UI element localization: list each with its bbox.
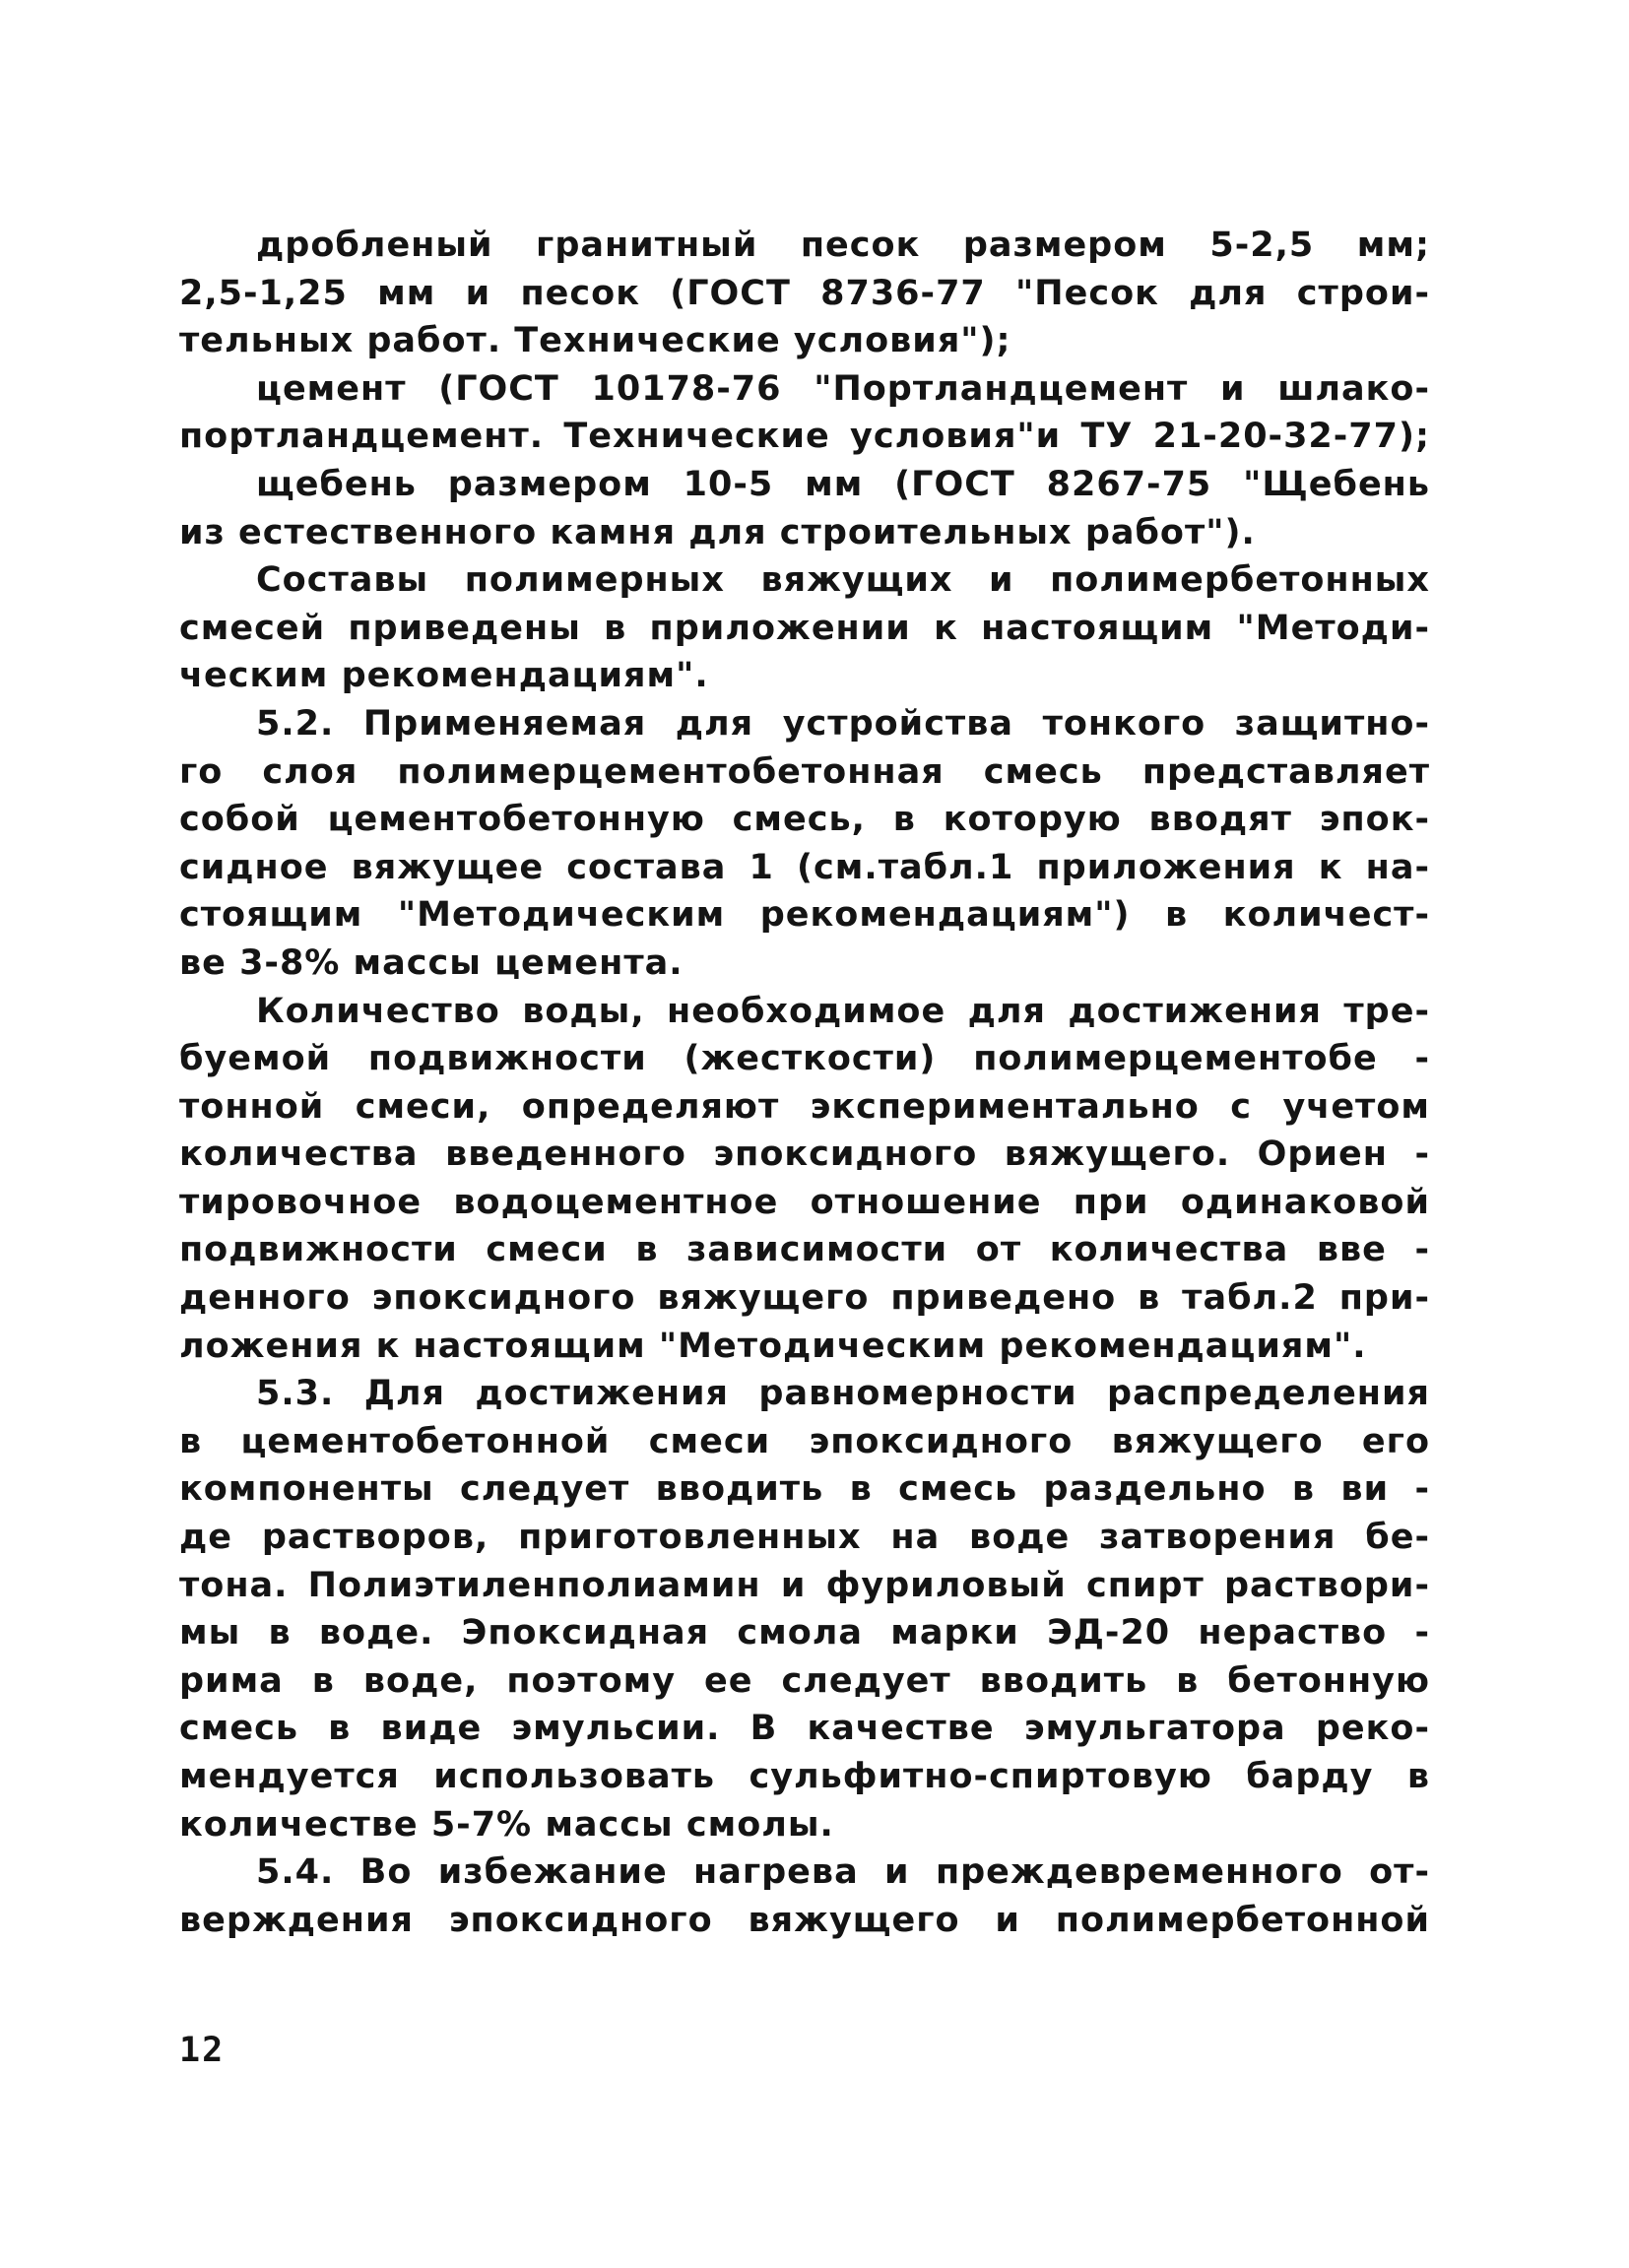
text-line: щебень размером 10-5 мм (ГОСТ 8267-75 "Щебень [256,464,1430,504]
text-line: количестве 5-7% массы смолы. [179,1804,834,1845]
text-line: тонной смеси, определяют экспериментально с учетом [179,1086,1430,1127]
text-line: стоящим "Методическим рекомендациям") в количест- [179,895,1430,936]
text-line: 5.2. Применяемая для устройства тонкого защитно- [256,703,1430,744]
text-line: 5.4. Во избежание нагрева и преждевременного от- [256,1852,1430,1893]
text-line: тона. Полиэтиленполиамин и фуриловый спирт раствори- [179,1565,1430,1605]
text-line: ческим рекомендациям". [179,656,709,696]
body-text [179,222,1430,1944]
text-line: Составы полимерных вяжущих и полимербетонных [256,560,1430,601]
text-line: из естественного камня для строительных работ"). [179,512,1256,552]
text-line: мы в воде. Эпоксидная смола марки ЭД-20 нераство - [179,1613,1430,1653]
text-line: ложения к настоящим "Методическим рекомендациям". [179,1326,1367,1366]
text-line: рима в воде, поэтому ее следует вводить в бетонную [179,1660,1430,1701]
text-line: Количество воды, необходимое для достижения тре- [256,991,1430,1031]
text-line: компоненты следует вводить в смесь раздельно в ви - [179,1469,1430,1510]
text-line: смесей приведены в приложении к настоящим "Методи- [179,608,1430,648]
text-line: количества введенного эпоксидного вяжущего. Ориен - [179,1134,1430,1175]
text-line: го слоя полимерцементобетонная смесь представляет [179,751,1430,792]
text-line: буемой подвижности (жесткости) полимерцементобе - [179,1039,1430,1079]
text-line: верждения эпоксидного вяжущего и полимербетонной [179,1900,1430,1940]
text-line: мендуется использовать сульфитно-спиртовую барду в [179,1757,1430,1796]
text-line: подвижности смеси в зависимости от количества вве - [179,1230,1430,1270]
page-number: 12 [179,2031,226,2070]
text-line: 5.3. Для достижения равномерности распределения [256,1374,1430,1414]
text-line: денного эпоксидного вяжущего приведено в табл.2 при- [179,1278,1430,1319]
text-line: портландцемент. Технические условия"и ТУ 21-20-32-77); [179,417,1430,457]
text-line: тировочное водоцементное отношение при одинаковой [179,1182,1430,1222]
text-line: дробленый гранитный песок размером 5-2,5 мм; [256,226,1430,265]
text-line: в цементобетонной смеси эпоксидного вяжущего его [179,1421,1430,1461]
text-line: ве 3-8% массы цемента. [179,942,684,983]
text-line: цемент (ГОСТ 10178-76 "Портландцемент и шлако- [256,368,1430,409]
text-line: собой цементобетонную смесь, в которую вводят эпок- [179,800,1430,840]
text-line: 2,5-1,25 мм и песок (ГОСТ 8736-77 "Песок для строи- [179,273,1430,313]
text-line: сидное вяжущее состава 1 (см.табл.1 приложения к на- [179,847,1430,887]
text-line: тельных работ. Технические условия"); [179,321,1011,361]
text-line: де растворов, приготовленных на воде затворения бе- [179,1518,1430,1558]
text-line: смесь в виде эмульсии. В качестве эмульгатора реко- [179,1709,1430,1749]
